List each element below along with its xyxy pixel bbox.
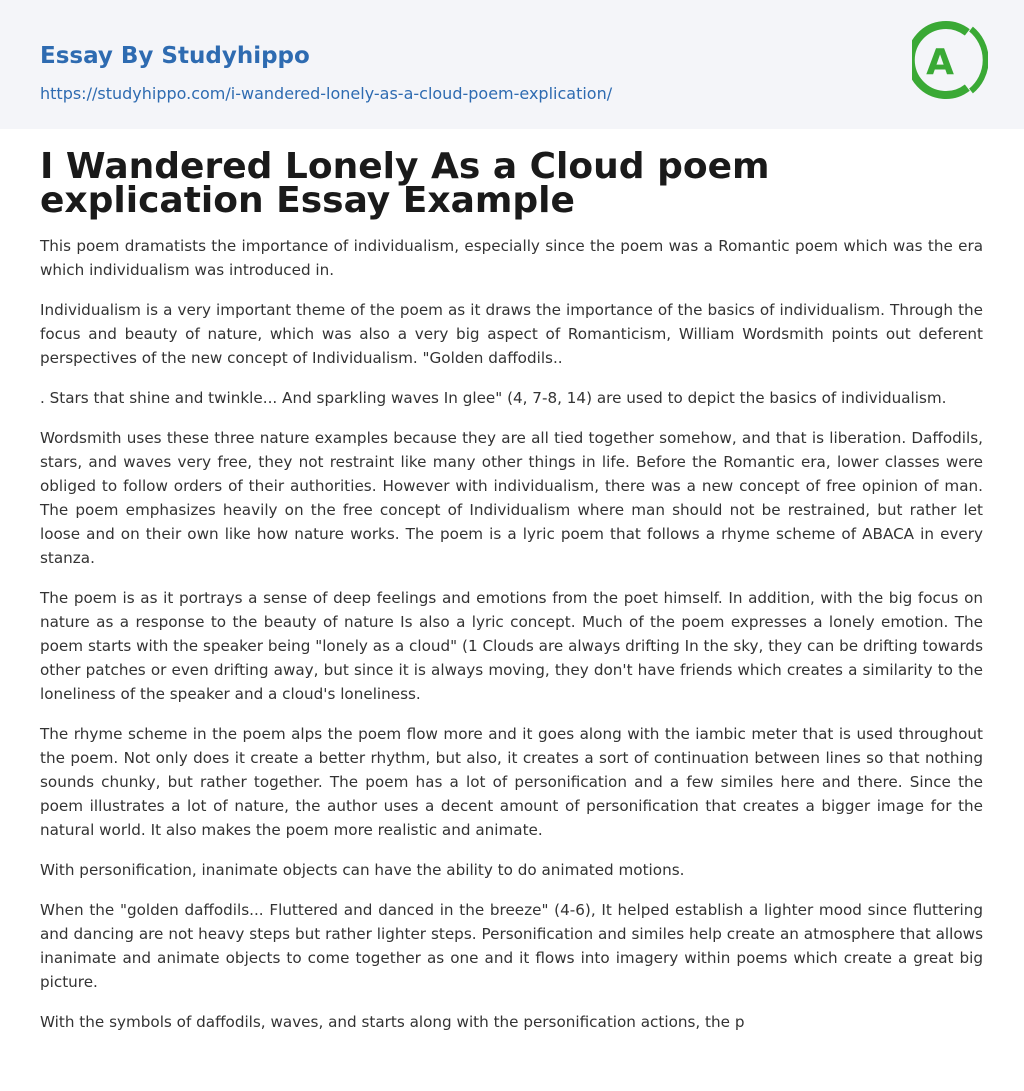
logo-letter: A [926, 42, 954, 83]
essay-paragraph: When the "golden daffodils... Fluttered and danced in the breeze" (4-6), It helped establish a lighter mood since fluttering and dancing are not heavy steps but rather lighter steps. Personification and similes help create an atmosphere that allows inanimate and animate objects to come together as one and it flows into imagery within poems which create a great big picture. [40, 901, 983, 991]
essay-title: I Wandered Lonely As a Cloud poem explication Essay Example [40, 146, 770, 221]
essay-paragraph: Individualism is a very important theme of the poem as it draws the importance of the basics of individualism. Through the focus and beauty of nature, which was also a very big aspect of Romanticism, William Wordsmith points out deferent perspectives of the new concept of Individualism. "Golden daffodils.. [40, 301, 983, 367]
essay-paragraph: The rhyme scheme in the poem alps the poem flow more and it goes along with the iambic meter that is used throughout the poem. Not only does it create a better rhythm, but also, it creates a sort of continuation between lines so that nothing sounds chunky, but rather together. The poem has a lot of personification and a few similes here and there. Since the poem illustrates a lot of nature, the author uses a decent amount of personification that creates a bigger image for the natural world. It also makes the poem more realistic and animate. [40, 725, 983, 839]
site-header [0, 0, 1024, 129]
essay-paragraph: With personification, inanimate objects can have the ability to do animated motions. [40, 861, 685, 879]
essay-paragraph: . Stars that shine and twinkle... And sparkling waves In glee" (4, 7-8, 14) are used to depict the basics of individualism. [40, 389, 947, 407]
essay-paragraph: This poem dramatists the importance of individualism, especially since the poem was a Romantic poem which was the era which individualism was introduced in. [40, 237, 983, 279]
studyhippo-logo-icon[interactable] [912, 18, 988, 106]
essay-paragraph: The poem is as it portrays a sense of deep feelings and emotions from the poet himself. In addition, with the big focus on nature as a response to the beauty of nature Is also a lyric concept. Much of the poem expresses a lonely emotion. The poem starts with the speaker being "lonely as a cloud" (1 Clouds are always drifting In the sky, they can be drifting towards other patches or even drifting away, but since it is always moving, they don't have friends which creates a similarity to the loneliness of the speaker and a cloud's loneliness. [40, 589, 983, 703]
essay-body [40, 234, 983, 1050]
brand-title[interactable]: Essay By Studyhippo [40, 43, 310, 69]
essay-url-link[interactable]: https://studyhippo.com/i-wandered-lonely-as-a-cloud-poem-explication/ [40, 84, 613, 103]
essay-paragraph: With the symbols of daffodils, waves, and starts along with the personification actions, the p [40, 1013, 745, 1031]
essay-paragraph: Wordsmith uses these three nature examples because they are all tied together somehow, and that is liberation. Daffodils, stars, and waves very free, they not restraint like many other things in life. Before the Romantic era, lower classes were obliged to follow orders of their authorities. However with individualism, there was a new concept of free opinion of man. The poem emphasizes heavily on the free concept of Individualism where man should not be restrained, but rather let loose and on their own like how nature works. The poem is a lyric poem that follows a rhyme scheme of ABACA in every stanza. [40, 429, 983, 567]
